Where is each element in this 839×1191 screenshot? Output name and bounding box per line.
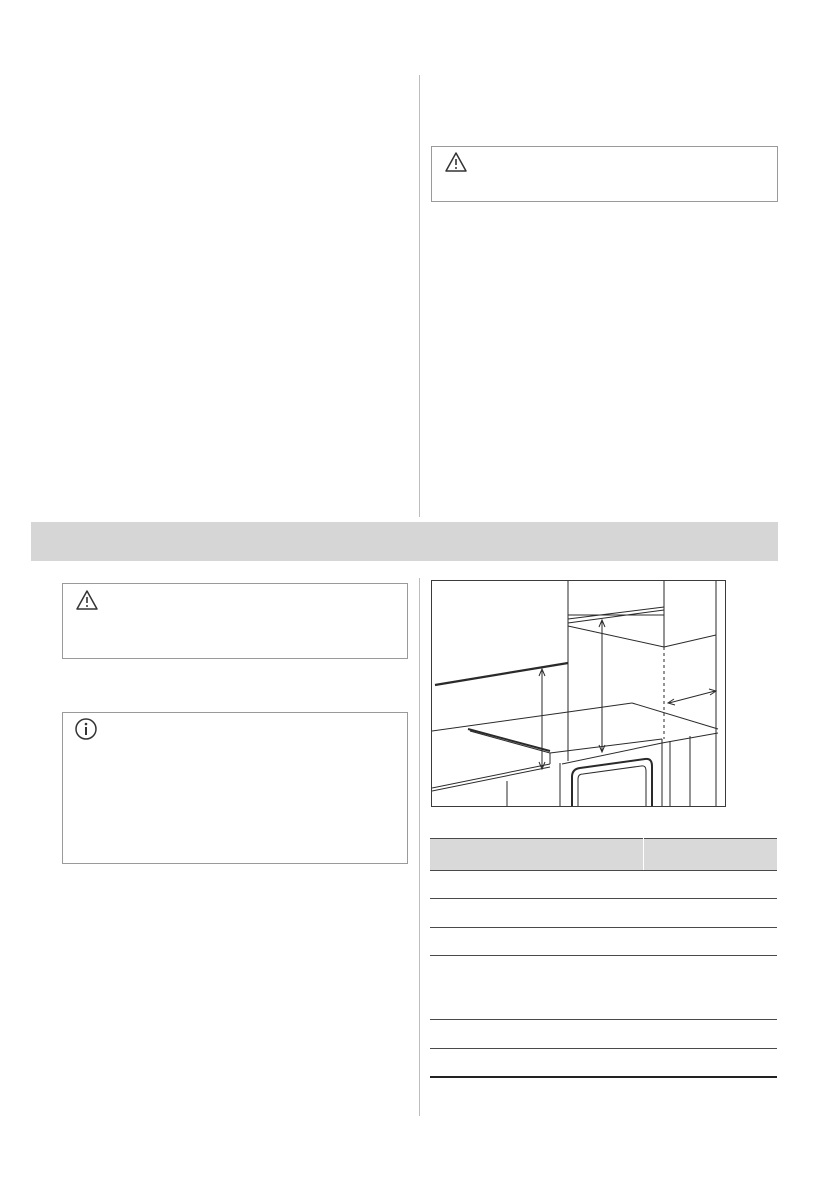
table-rule bbox=[430, 870, 777, 871]
column-divider-top bbox=[419, 75, 420, 517]
spec-table bbox=[430, 838, 777, 1078]
table-rule bbox=[430, 1048, 777, 1049]
table-rule-bottom bbox=[430, 1076, 777, 1078]
section-header-bar bbox=[31, 522, 778, 561]
table-rule bbox=[430, 927, 777, 928]
table-rule bbox=[430, 838, 777, 839]
info-circle-icon bbox=[74, 717, 98, 741]
column-divider-bottom bbox=[419, 578, 420, 1116]
table-header bbox=[430, 838, 777, 870]
table-rule bbox=[430, 955, 777, 956]
warning-triangle-icon bbox=[75, 589, 99, 611]
table-rule bbox=[430, 898, 777, 899]
installation-drawing bbox=[432, 581, 726, 807]
installation-figure bbox=[431, 580, 726, 807]
warning-box-top bbox=[431, 146, 778, 202]
table-rule bbox=[430, 1019, 777, 1020]
table-header-divider bbox=[643, 838, 644, 870]
info-box bbox=[62, 712, 408, 864]
warning-triangle-icon bbox=[444, 151, 468, 173]
warning-box-lower bbox=[62, 583, 408, 659]
